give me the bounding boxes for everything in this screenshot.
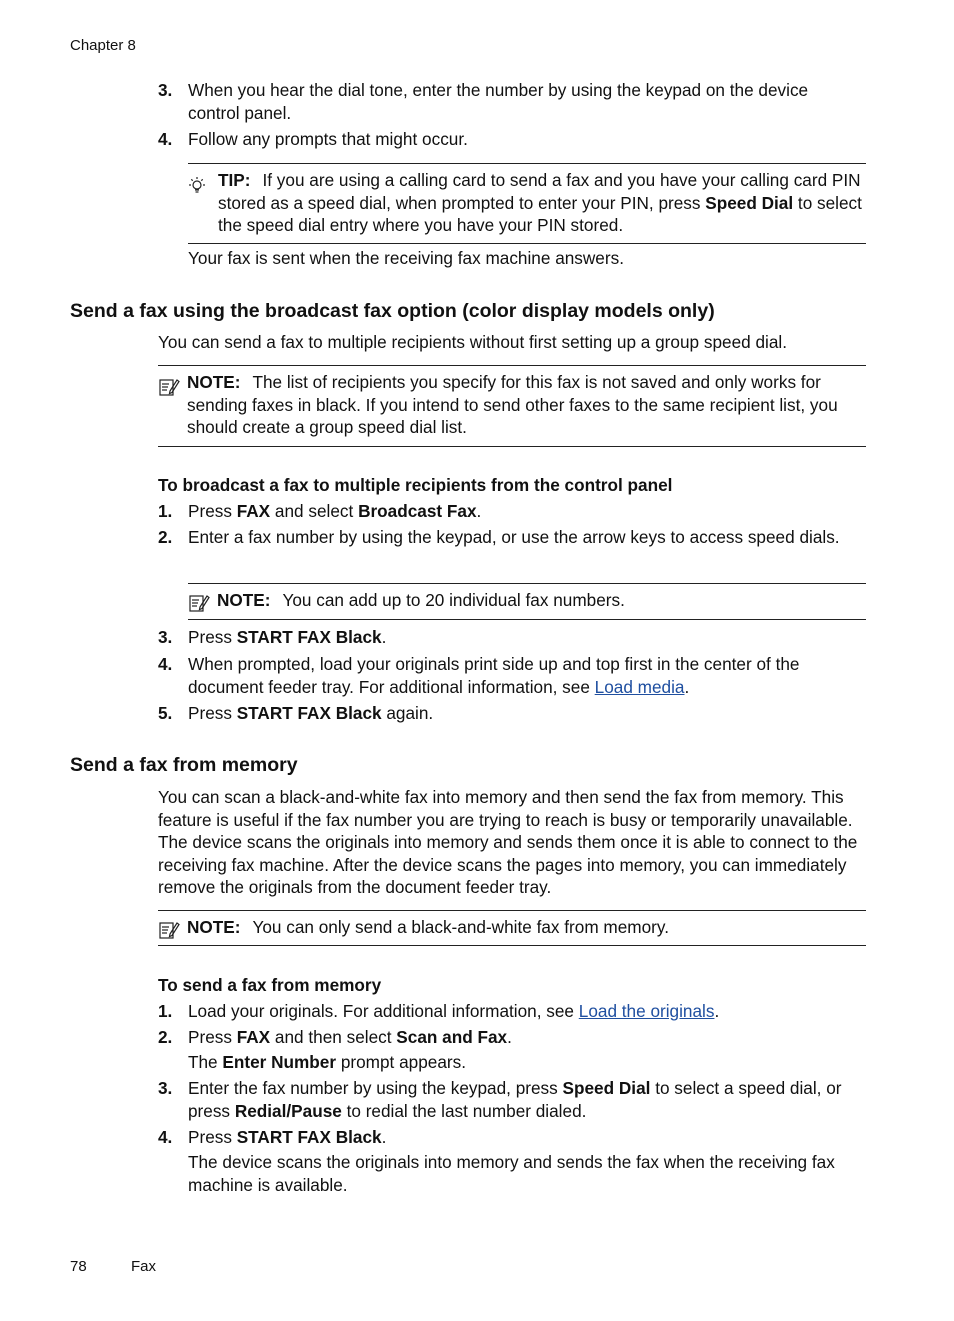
step-number: 4. xyxy=(158,654,173,674)
list-item xyxy=(158,1126,858,1149)
tip-text: TIP: If you are using a calling card to send a fax and you have your calling card PIN stored as a speed dial, when prompted to enter your PIN, press Speed Dial to select the speed dial entry where you have your PIN stored. xyxy=(218,170,862,235)
list-item xyxy=(158,702,858,725)
step-text: Press START FAX Black. xyxy=(188,627,387,647)
note-text: NOTE: The list of recipients you specify for this fax is not saved and only works for sending faxes in black. If you intend to send other faxes to the same recipient list, you should create a group speed dial list. xyxy=(187,372,838,437)
body-text: You can scan a black-and-white fax into memory and then send the fax from memory. This feature is useful if the fax number you are trying to reach is busy or temporarily unavailable. The device scans the originals into memory and sends them once it is able to connect to the receiving fax machine. After the device scans the pages into memory, you can immediately remove the originals from the document feeder tray. xyxy=(158,787,858,897)
step-number: 3. xyxy=(158,627,173,647)
step-text: Follow any prompts that might occur. xyxy=(188,129,468,149)
note-label: NOTE: xyxy=(187,372,241,392)
list-item xyxy=(158,128,858,151)
note-icon xyxy=(158,919,180,941)
procedure-heading: To broadcast a fax to multiple recipients from the control panel xyxy=(158,475,673,495)
step-text: When prompted, load your originals print side up and top first in the center of the document feeder tray. For additional information, see Load media. xyxy=(188,654,800,697)
step-number: 4. xyxy=(158,129,173,149)
note-text: NOTE: You can only send a black-and-white fax from memory. xyxy=(187,917,669,937)
note-label: NOTE: xyxy=(217,590,271,610)
step-number: 4. xyxy=(158,1127,173,1147)
running-header-chapter: Chapter 8 xyxy=(70,37,136,54)
note-label: NOTE: xyxy=(187,917,241,937)
note-text: NOTE: You can add up to 20 individual fax numbers. xyxy=(217,590,625,610)
note-icon xyxy=(158,376,180,398)
load-media-link[interactable]: Load media xyxy=(594,676,685,697)
note-callout xyxy=(158,910,866,946)
step-number: 2. xyxy=(158,527,173,547)
step-text: Load your originals. For additional information, see Load the originals. xyxy=(188,1001,720,1021)
tip-label: TIP: xyxy=(218,170,251,190)
list-item xyxy=(158,1077,858,1122)
step-number: 5. xyxy=(158,703,173,723)
list-item xyxy=(158,626,858,649)
note-callout xyxy=(188,583,866,620)
step-text: Enter a fax number by using the keypad, or use the arrow keys to access speed dials. xyxy=(188,527,840,547)
page-number: 78 xyxy=(70,1258,87,1275)
lightbulb-icon xyxy=(186,175,208,197)
section-heading: Send a fax using the broadcast fax option (color display models only) xyxy=(70,300,715,322)
step-text: Press FAX and then select Scan and Fax. xyxy=(188,1027,512,1047)
list-item xyxy=(158,526,858,549)
step-text: Press START FAX Black. xyxy=(188,1127,387,1147)
step-number: 1. xyxy=(158,501,173,521)
list-item xyxy=(158,1026,858,1049)
step-text: Press START FAX Black again. xyxy=(188,703,434,723)
step-number: 3. xyxy=(158,1078,173,1098)
step-text: Enter the fax number by using the keypad, press Speed Dial to select a speed dial, or press Redial/Pause to redial the last number dialed. xyxy=(188,1078,842,1121)
step-text: When you hear the dial tone, enter the number by using the keypad on the device control panel. xyxy=(188,80,809,123)
list-item xyxy=(158,1000,858,1023)
note-icon xyxy=(188,592,210,614)
body-text: You can send a fax to multiple recipients without first setting up a group speed dial. xyxy=(158,332,787,352)
step-number: 3. xyxy=(158,80,173,100)
list-item xyxy=(158,79,858,124)
procedure-heading: To send a fax from memory xyxy=(158,975,382,995)
tip-callout xyxy=(188,163,866,244)
list-item xyxy=(158,500,858,523)
step-text: Press FAX and select Broadcast Fax. xyxy=(188,501,482,521)
step-number: 2. xyxy=(158,1027,173,1047)
body-text: Your fax is sent when the receiving fax machine answers. xyxy=(188,248,624,268)
running-footer-section: Fax xyxy=(131,1258,157,1275)
load-the-originals-link[interactable]: Load the originals xyxy=(578,1001,715,1021)
section-heading: Send a fax from memory xyxy=(70,754,298,776)
step-number: 1. xyxy=(158,1001,173,1021)
step-result: The device scans the originals into memory and sends the fax when the receiving fax machine is available. xyxy=(188,1152,835,1195)
note-callout xyxy=(158,365,866,447)
step-result: The Enter Number prompt appears. xyxy=(188,1052,466,1072)
list-item xyxy=(158,653,858,698)
